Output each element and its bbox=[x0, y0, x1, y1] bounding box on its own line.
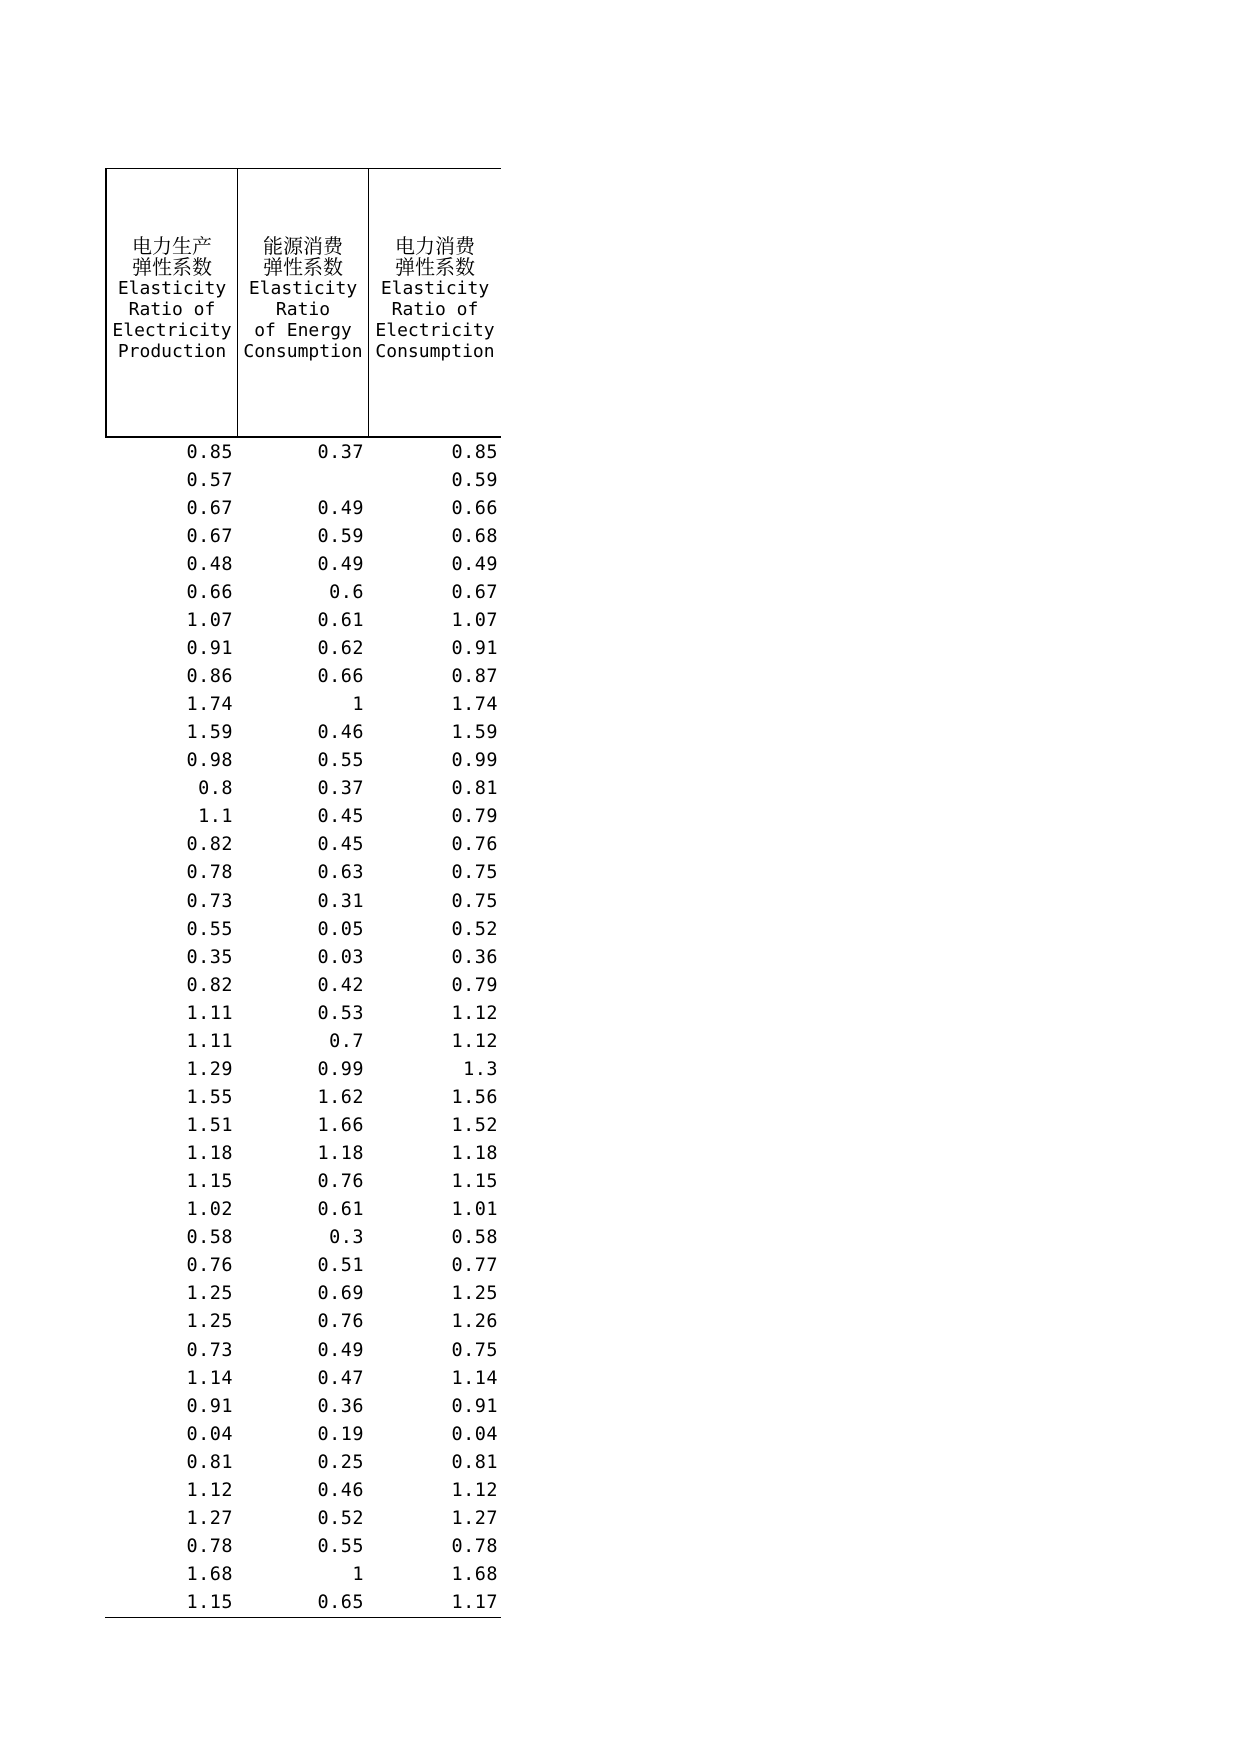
cell-energy-consumption: 0.05 bbox=[317, 918, 364, 940]
table-row bbox=[105, 634, 501, 662]
header-zh-line: 弹性系数 bbox=[132, 254, 212, 279]
cell-electricity-production: 0.85 bbox=[186, 441, 233, 463]
cell-electricity-production: 0.91 bbox=[186, 637, 233, 659]
cell-electricity-production: 0.57 bbox=[186, 469, 233, 491]
table-row bbox=[105, 1224, 501, 1252]
cell-energy-consumption: 1 bbox=[352, 694, 364, 716]
cell-electricity-production: 0.35 bbox=[186, 946, 233, 968]
cell-electricity-consumption: 1.26 bbox=[451, 1311, 498, 1333]
cell-electricity-consumption: 0.52 bbox=[451, 918, 498, 940]
cell-energy-consumption: 0.47 bbox=[317, 1367, 364, 1389]
cell-electricity-consumption: 1.15 bbox=[451, 1171, 498, 1193]
cell-electricity-consumption: 0.36 bbox=[451, 946, 498, 968]
cell-energy-consumption: 0.25 bbox=[317, 1451, 364, 1473]
cell-electricity-production: 1.68 bbox=[186, 1564, 233, 1586]
table-row bbox=[105, 887, 501, 915]
cell-electricity-production: 0.82 bbox=[186, 974, 233, 996]
cell-electricity-production: 0.76 bbox=[186, 1255, 233, 1277]
table-row bbox=[105, 1055, 501, 1083]
cell-electricity-production: 0.66 bbox=[186, 581, 233, 603]
table-row bbox=[105, 1336, 501, 1364]
cell-electricity-production: 1.07 bbox=[186, 609, 233, 631]
header-en-line: Consumption bbox=[243, 340, 363, 362]
cell-energy-consumption: 0.46 bbox=[317, 722, 364, 744]
cell-electricity-production: 1.27 bbox=[186, 1507, 233, 1529]
cell-electricity-consumption: 1.74 bbox=[451, 694, 498, 716]
header-en-line: Elasticity bbox=[117, 277, 227, 299]
header-en-line: Elasticity bbox=[248, 277, 358, 299]
header-zh-line: 电力消费 bbox=[395, 233, 475, 258]
cell-energy-consumption: 0.51 bbox=[317, 1255, 364, 1277]
table-row bbox=[105, 999, 501, 1027]
cell-electricity-production: 0.78 bbox=[186, 1535, 233, 1557]
cell-energy-consumption: 1.18 bbox=[317, 1143, 364, 1165]
table-row bbox=[105, 719, 501, 747]
header-energy-consumption bbox=[238, 169, 369, 436]
cell-energy-consumption: 0.63 bbox=[317, 862, 364, 884]
table-row bbox=[105, 1364, 501, 1392]
cell-electricity-production: 1.12 bbox=[186, 1479, 233, 1501]
header-electricity-consumption bbox=[369, 169, 501, 436]
cell-energy-consumption: 0.45 bbox=[317, 806, 364, 828]
cell-electricity-production: 0.98 bbox=[186, 750, 233, 772]
cell-electricity-production: 1.25 bbox=[186, 1283, 233, 1305]
cell-electricity-production: 1.11 bbox=[186, 1002, 233, 1024]
table-row bbox=[105, 578, 501, 606]
cell-electricity-consumption: 1.3 bbox=[463, 1058, 498, 1080]
cell-energy-consumption: 0.19 bbox=[317, 1423, 364, 1445]
cell-electricity-consumption: 0.85 bbox=[451, 441, 498, 463]
header-en-line: Ratio of bbox=[391, 298, 479, 320]
cell-electricity-production: 0.73 bbox=[186, 1339, 233, 1361]
cell-energy-consumption: 0.76 bbox=[317, 1171, 364, 1193]
header-en-line: Electricity bbox=[112, 319, 232, 341]
cell-electricity-consumption: 0.77 bbox=[451, 1255, 498, 1277]
cell-electricity-consumption: 1.27 bbox=[451, 1507, 498, 1529]
table-row bbox=[105, 1083, 501, 1111]
cell-energy-consumption: 0.55 bbox=[317, 750, 364, 772]
cell-energy-consumption: 0.42 bbox=[317, 974, 364, 996]
table-row bbox=[105, 1589, 501, 1617]
table-row bbox=[105, 1027, 501, 1055]
table-row bbox=[105, 831, 501, 859]
table-row bbox=[105, 1140, 501, 1168]
cell-energy-consumption: 0.46 bbox=[317, 1479, 364, 1501]
header-en-line: Ratio of bbox=[128, 298, 216, 320]
cell-electricity-consumption: 0.75 bbox=[451, 890, 498, 912]
cell-electricity-consumption: 1.17 bbox=[451, 1592, 498, 1614]
cell-electricity-consumption: 1.59 bbox=[451, 722, 498, 744]
table-row bbox=[105, 663, 501, 691]
cell-electricity-production: 0.73 bbox=[186, 890, 233, 912]
cell-electricity-consumption: 1.18 bbox=[451, 1143, 498, 1165]
cell-electricity-consumption: 0.58 bbox=[451, 1227, 498, 1249]
table-row bbox=[105, 747, 501, 775]
cell-electricity-production: 1.51 bbox=[186, 1115, 233, 1137]
table-row bbox=[105, 606, 501, 634]
cell-energy-consumption: 0.55 bbox=[317, 1535, 364, 1557]
header-electricity-production bbox=[107, 169, 238, 436]
table-row bbox=[105, 1504, 501, 1532]
header-zh-line: 弹性系数 bbox=[395, 254, 475, 279]
cell-energy-consumption: 1.62 bbox=[317, 1086, 364, 1108]
cell-electricity-consumption: 1.12 bbox=[451, 1002, 498, 1024]
cell-electricity-consumption: 0.68 bbox=[451, 525, 498, 547]
cell-electricity-consumption: 0.79 bbox=[451, 974, 498, 996]
header-en-line: Production bbox=[117, 340, 227, 362]
cell-electricity-consumption: 1.68 bbox=[451, 1564, 498, 1586]
cell-electricity-production: 0.86 bbox=[186, 666, 233, 688]
cell-electricity-consumption: 0.76 bbox=[451, 834, 498, 856]
cell-electricity-consumption: 1.56 bbox=[451, 1086, 498, 1108]
cell-electricity-consumption: 1.12 bbox=[451, 1030, 498, 1052]
cell-energy-consumption: 0.59 bbox=[317, 525, 364, 547]
cell-energy-consumption: 0.37 bbox=[317, 778, 364, 800]
cell-energy-consumption: 0.61 bbox=[317, 1199, 364, 1221]
cell-electricity-production: 0.82 bbox=[186, 834, 233, 856]
cell-electricity-production: 0.67 bbox=[186, 497, 233, 519]
table-row bbox=[105, 1252, 501, 1280]
table-row bbox=[105, 971, 501, 999]
cell-energy-consumption: 0.3 bbox=[329, 1227, 364, 1249]
elasticity-table bbox=[105, 168, 501, 1618]
table-row bbox=[105, 1476, 501, 1504]
cell-electricity-consumption: 0.81 bbox=[451, 778, 498, 800]
cell-electricity-production: 1.59 bbox=[186, 722, 233, 744]
cell-energy-consumption: 0.61 bbox=[317, 609, 364, 631]
cell-electricity-consumption: 0.81 bbox=[451, 1451, 498, 1473]
cell-electricity-production: 0.67 bbox=[186, 525, 233, 547]
header-zh-line: 电力生产 bbox=[132, 233, 212, 258]
cell-electricity-production: 0.55 bbox=[186, 918, 233, 940]
cell-electricity-production: 0.8 bbox=[198, 778, 233, 800]
table-row bbox=[105, 859, 501, 887]
cell-electricity-consumption: 0.99 bbox=[451, 750, 498, 772]
table-row bbox=[105, 1168, 501, 1196]
cell-energy-consumption: 0.6 bbox=[329, 581, 364, 603]
cell-electricity-production: 0.91 bbox=[186, 1395, 233, 1417]
cell-electricity-production: 1.55 bbox=[186, 1086, 233, 1108]
cell-energy-consumption: 0.99 bbox=[317, 1058, 364, 1080]
cell-electricity-consumption: 1.01 bbox=[451, 1199, 498, 1221]
cell-electricity-consumption: 0.87 bbox=[451, 666, 498, 688]
header-en-line: Consumption bbox=[375, 340, 495, 362]
table-row bbox=[105, 803, 501, 831]
table-row bbox=[105, 1280, 501, 1308]
cell-electricity-consumption: 1.52 bbox=[451, 1115, 498, 1137]
table-header bbox=[105, 168, 501, 438]
cell-electricity-production: 1.15 bbox=[186, 1171, 233, 1193]
cell-energy-consumption: 0.65 bbox=[317, 1592, 364, 1614]
table-row bbox=[105, 1392, 501, 1420]
cell-energy-consumption: 0.69 bbox=[317, 1283, 364, 1305]
cell-energy-consumption: 0.52 bbox=[317, 1507, 364, 1529]
cell-electricity-production: 0.78 bbox=[186, 862, 233, 884]
header-zh-line: 弹性系数 bbox=[263, 254, 343, 279]
table-row bbox=[105, 775, 501, 803]
table-row bbox=[105, 691, 501, 719]
header-en-line: Electricity bbox=[375, 319, 495, 341]
table-row bbox=[105, 1196, 501, 1224]
cell-electricity-consumption: 1.07 bbox=[451, 609, 498, 631]
cell-electricity-consumption: 1.12 bbox=[451, 1479, 498, 1501]
table-row bbox=[105, 522, 501, 550]
bottom-rule bbox=[105, 1617, 501, 1618]
cell-energy-consumption: 0.76 bbox=[317, 1311, 364, 1333]
cell-energy-consumption: 0.49 bbox=[317, 497, 364, 519]
cell-electricity-consumption: 1.25 bbox=[451, 1283, 498, 1305]
table-row bbox=[105, 438, 501, 466]
cell-electricity-production: 1.25 bbox=[186, 1311, 233, 1333]
cell-energy-consumption: 0.62 bbox=[317, 637, 364, 659]
cell-energy-consumption: 0.37 bbox=[317, 441, 364, 463]
cell-electricity-production: 1.1 bbox=[198, 806, 233, 828]
cell-electricity-consumption: 0.79 bbox=[451, 806, 498, 828]
cell-electricity-consumption: 0.59 bbox=[451, 469, 498, 491]
cell-electricity-production: 0.04 bbox=[186, 1423, 233, 1445]
header-en-line: Ratio bbox=[275, 298, 331, 320]
table-row bbox=[105, 494, 501, 522]
cell-electricity-production: 1.02 bbox=[186, 1199, 233, 1221]
cell-energy-consumption: 0.45 bbox=[317, 834, 364, 856]
table-body bbox=[105, 438, 501, 1617]
table-row bbox=[105, 550, 501, 578]
cell-electricity-production: 1.14 bbox=[186, 1367, 233, 1389]
cell-electricity-consumption: 0.78 bbox=[451, 1535, 498, 1557]
cell-electricity-consumption: 0.75 bbox=[451, 862, 498, 884]
cell-energy-consumption: 0.7 bbox=[329, 1030, 364, 1052]
cell-electricity-consumption: 0.66 bbox=[451, 497, 498, 519]
cell-electricity-consumption: 0.91 bbox=[451, 637, 498, 659]
table-row bbox=[105, 915, 501, 943]
cell-energy-consumption: 1 bbox=[352, 1564, 364, 1586]
cell-energy-consumption: 0.53 bbox=[317, 1002, 364, 1024]
cell-energy-consumption: 0.49 bbox=[317, 1339, 364, 1361]
cell-electricity-production: 1.15 bbox=[186, 1592, 233, 1614]
table-row bbox=[105, 1561, 501, 1589]
cell-electricity-production: 0.81 bbox=[186, 1451, 233, 1473]
cell-electricity-consumption: 0.04 bbox=[451, 1423, 498, 1445]
cell-electricity-production: 1.11 bbox=[186, 1030, 233, 1052]
cell-electricity-consumption: 0.75 bbox=[451, 1339, 498, 1361]
header-en-line: of Energy bbox=[254, 319, 352, 341]
cell-electricity-production: 1.74 bbox=[186, 694, 233, 716]
table-row bbox=[105, 1420, 501, 1448]
table-row bbox=[105, 943, 501, 971]
cell-electricity-consumption: 0.67 bbox=[451, 581, 498, 603]
cell-energy-consumption: 0.36 bbox=[317, 1395, 364, 1417]
cell-electricity-production: 0.58 bbox=[186, 1227, 233, 1249]
cell-electricity-consumption: 0.91 bbox=[451, 1395, 498, 1417]
cell-energy-consumption: 1.66 bbox=[317, 1115, 364, 1137]
cell-energy-consumption: 0.49 bbox=[317, 553, 364, 575]
table-row bbox=[105, 466, 501, 494]
table-row bbox=[105, 1532, 501, 1560]
table-row bbox=[105, 1112, 501, 1140]
cell-electricity-consumption: 1.14 bbox=[451, 1367, 498, 1389]
cell-energy-consumption: 0.03 bbox=[317, 946, 364, 968]
cell-energy-consumption: 0.31 bbox=[317, 890, 364, 912]
cell-electricity-consumption: 0.49 bbox=[451, 553, 498, 575]
cell-energy-consumption: 0.66 bbox=[317, 666, 364, 688]
header-zh-line: 能源消费 bbox=[263, 233, 343, 258]
table-row bbox=[105, 1308, 501, 1336]
cell-electricity-production: 1.29 bbox=[186, 1058, 233, 1080]
cell-electricity-production: 1.18 bbox=[186, 1143, 233, 1165]
cell-electricity-production: 0.48 bbox=[186, 553, 233, 575]
table-row bbox=[105, 1448, 501, 1476]
header-en-line: Elasticity bbox=[380, 277, 490, 299]
